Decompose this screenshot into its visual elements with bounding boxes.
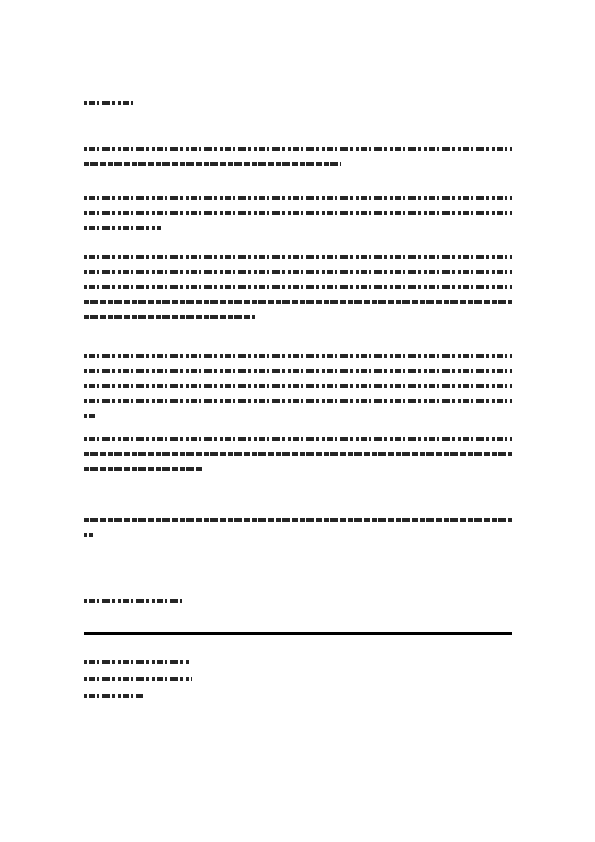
- paragraph-1: [84, 147, 512, 177]
- horizontal-rule: [84, 632, 512, 635]
- paragraph-4: [84, 354, 512, 429]
- paragraph-line: [84, 255, 512, 259]
- paragraph-line: [84, 300, 512, 304]
- paragraph-line: [84, 226, 161, 230]
- paragraph-line: [84, 162, 341, 166]
- paragraph-line: [84, 196, 512, 200]
- paragraph-line: [84, 452, 512, 456]
- paragraph-line: [84, 211, 512, 215]
- paragraph-line: [84, 518, 512, 522]
- paragraph-line: [84, 414, 97, 418]
- footer-line-1: [84, 660, 190, 664]
- paragraph-line: [84, 315, 255, 319]
- paragraph-line: [84, 467, 204, 471]
- signature-line: [84, 599, 182, 603]
- footer-line-2: [84, 677, 192, 681]
- document-header-line: [84, 101, 136, 105]
- paragraph-line: [84, 354, 512, 358]
- paragraph-line: [84, 369, 512, 373]
- paragraph-3: [84, 255, 512, 330]
- paragraph-line: [84, 399, 512, 403]
- paragraph-6: [84, 518, 512, 548]
- paragraph-2: [84, 196, 512, 241]
- paragraph-line: [84, 533, 93, 537]
- paragraph-5: [84, 437, 512, 482]
- paragraph-line: [84, 384, 512, 388]
- footer-line-3: [84, 694, 143, 698]
- paragraph-line: [84, 270, 512, 274]
- paragraph-line: [84, 437, 512, 441]
- paragraph-line: [84, 147, 512, 151]
- paragraph-line: [84, 285, 512, 289]
